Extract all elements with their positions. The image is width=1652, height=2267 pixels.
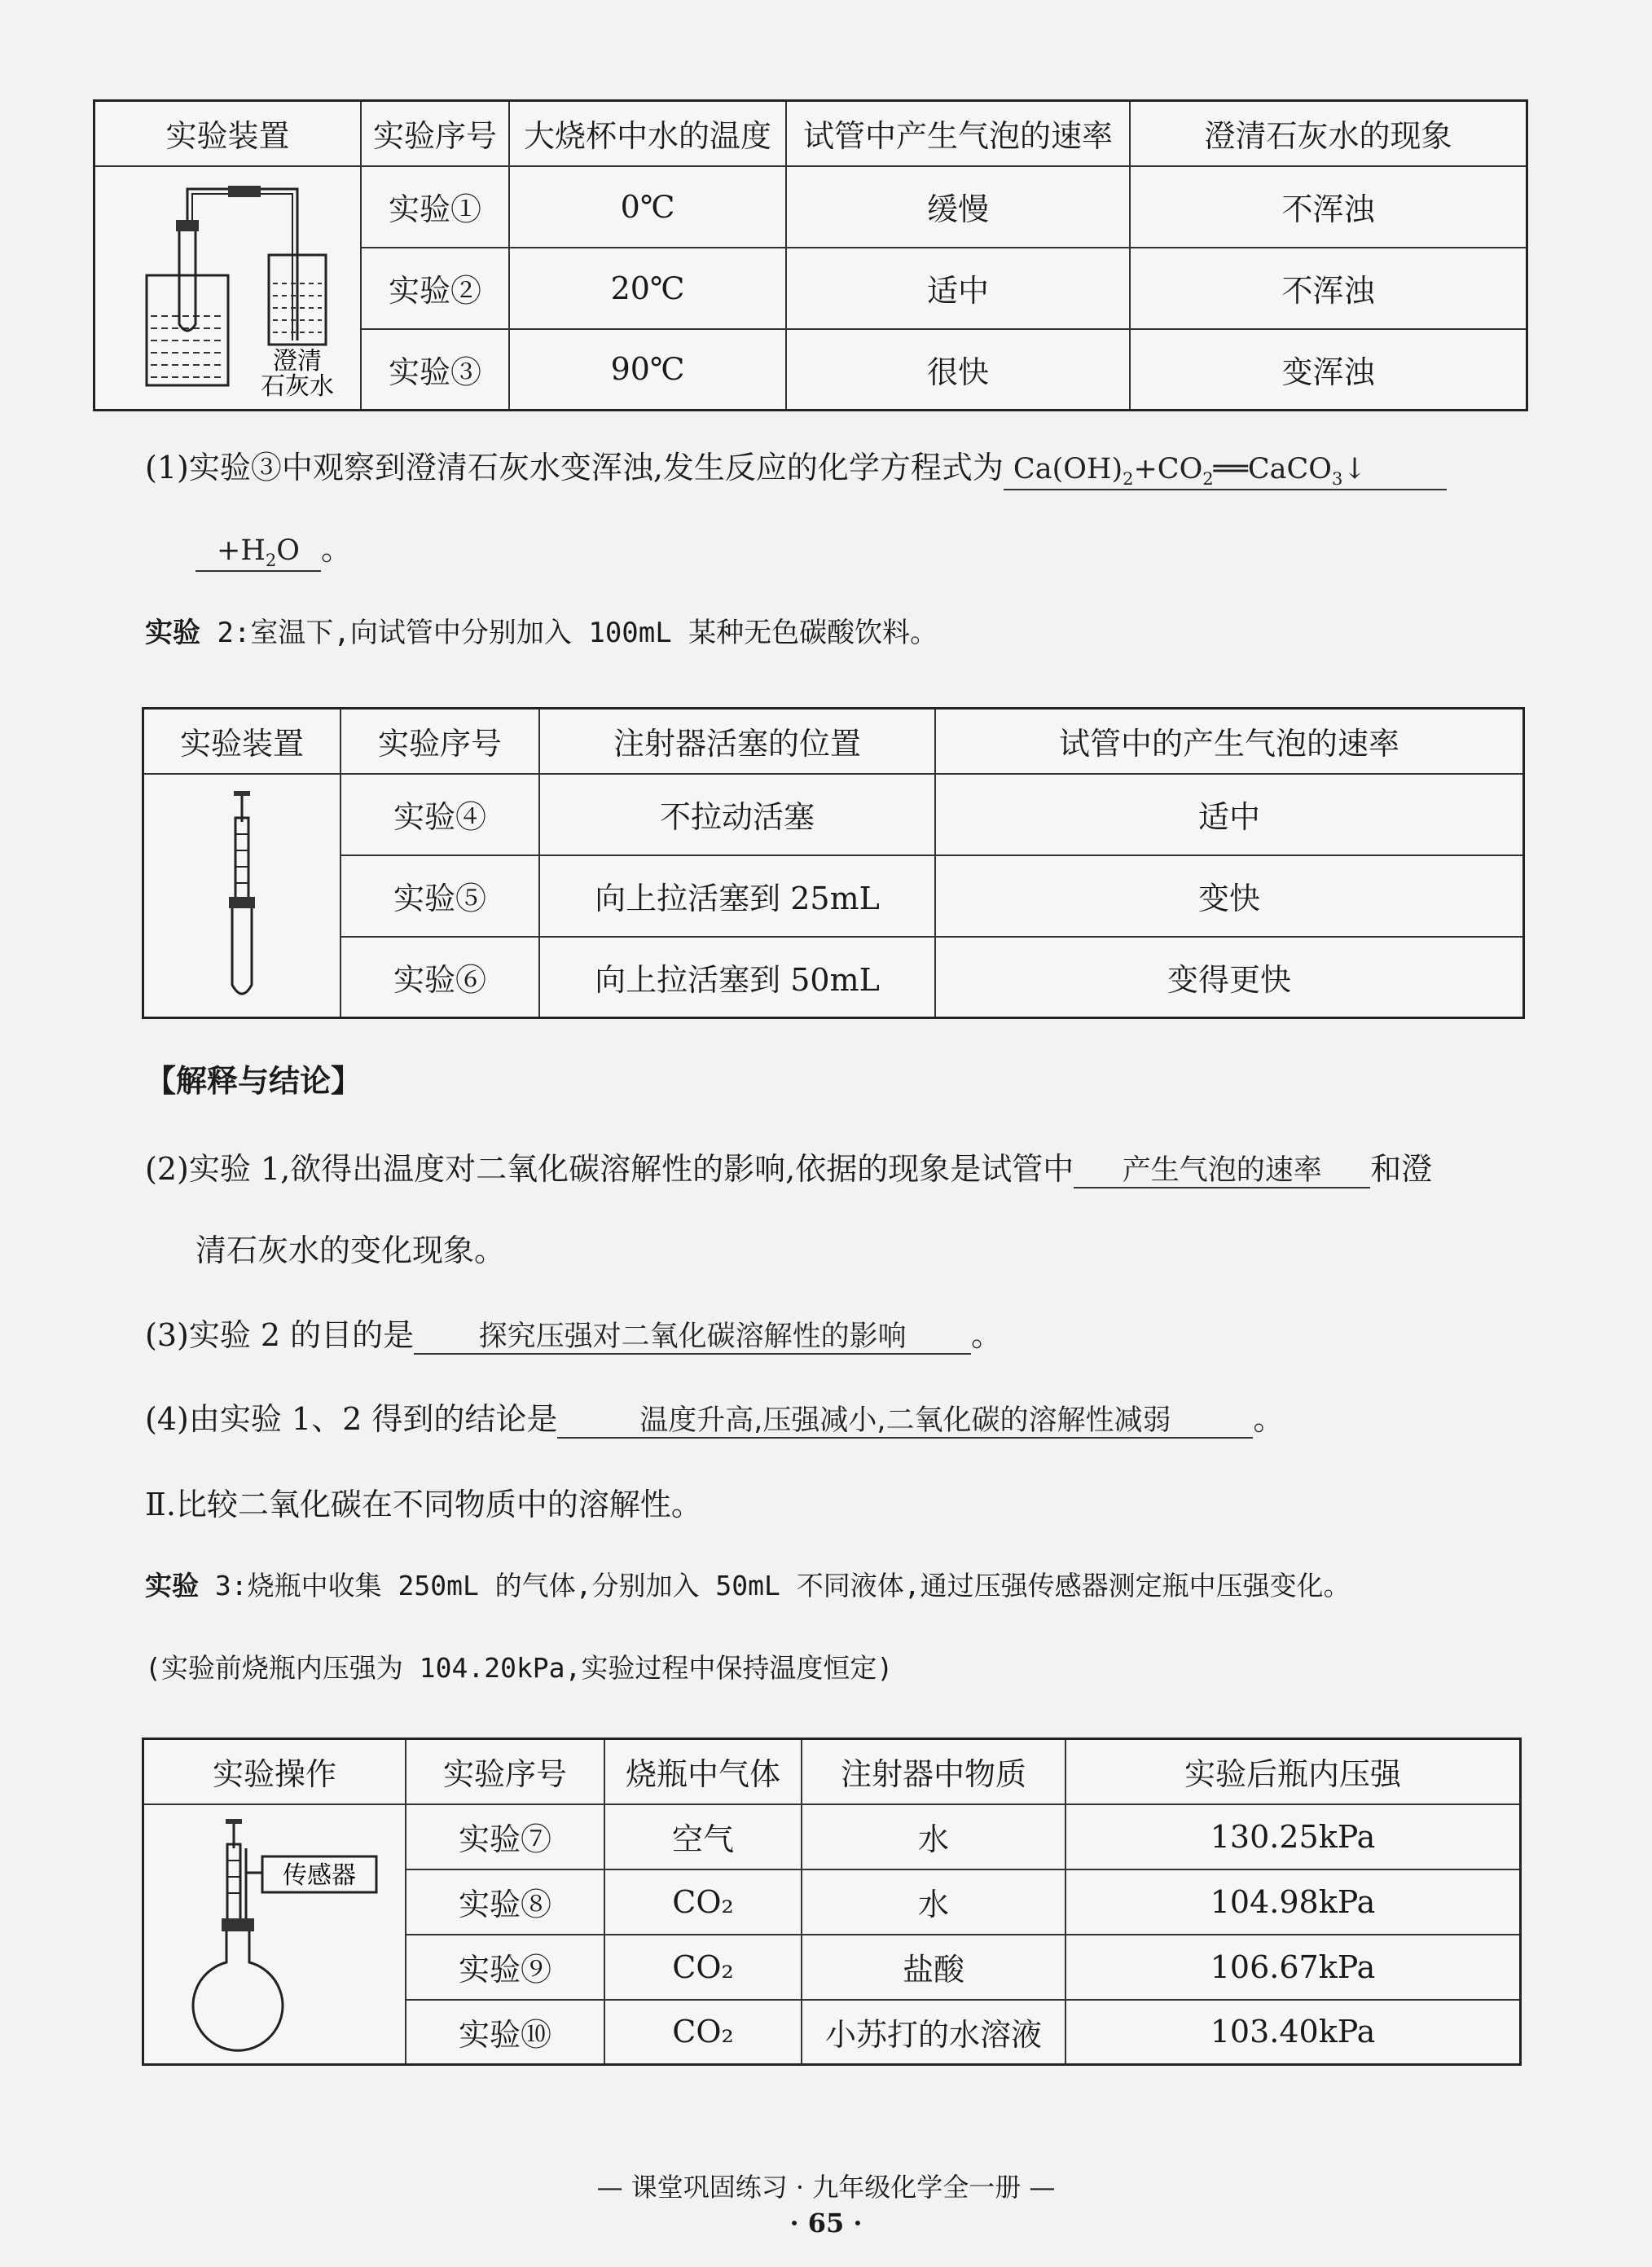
experiment-3-note: (实验前烧瓶内压强为 104.20kPa,实验过程中保持温度恒定)	[145, 1652, 894, 1684]
table-header-row	[143, 709, 1524, 774]
table-cell: 130.25kPa	[1065, 1804, 1521, 1869]
table-cell: 实验④	[341, 774, 539, 855]
table-cell: 小苏打的水溶液	[802, 2000, 1065, 2065]
table-cell: 实验⑤	[341, 855, 539, 937]
question-3: (3)实验 2 的目的是 探究压强对二氧化碳溶解性的影响 。	[145, 1317, 1002, 1355]
beaker-apparatus-icon	[122, 178, 334, 398]
syringe-tube-icon	[217, 789, 266, 1001]
table-cell: 向上拉活塞到 50mL	[539, 937, 935, 1018]
table-cell: 实验⑧	[406, 1869, 604, 1935]
answer-blank: 温度升高,压强减小,二氧化碳的溶解性减弱	[557, 1404, 1253, 1439]
experiment-2-desc: 实验 2:室温下,向试管中分别加入 100mL 某种无色碳酸饮料。	[145, 617, 938, 649]
apparatus-cell	[143, 774, 341, 1018]
table-cell: 不浑浊	[1130, 248, 1527, 329]
table-cell: 适中	[786, 248, 1130, 329]
sensor-label: 传感器	[283, 1861, 356, 1891]
conclusion-title: 【解释与结论】	[145, 1063, 362, 1099]
table-cell: 水	[802, 1869, 1065, 1935]
table-header: 实验装置	[143, 709, 341, 774]
table-header: 注射器中物质	[802, 1739, 1065, 1804]
table-cell: CO₂	[604, 1935, 802, 2000]
table-cell: 变浑浊	[1130, 329, 1527, 411]
section-2-title: Ⅱ.比较二氧化碳在不同物质中的溶解性。	[145, 1487, 702, 1522]
question-1	[145, 450, 1447, 490]
table-cell: 缓慢	[786, 166, 1130, 248]
table-header: 实验装置	[94, 101, 362, 166]
question-text: (1)实验③中观察到澄清石灰水变浑浊,发生反应的化学方程式为	[145, 450, 1004, 485]
table-cell: 0℃	[509, 166, 786, 248]
flask-sensor-icon	[165, 1816, 384, 2052]
table-cell: 不拉动活塞	[539, 774, 935, 855]
table-header: 澄清石灰水的现象	[1130, 101, 1527, 166]
table-cell: 实验⑨	[406, 1935, 604, 2000]
answer-blank: 产生气泡的速率	[1074, 1154, 1370, 1188]
table-cell: 向上拉活塞到 25mL	[539, 855, 935, 937]
table-row	[143, 774, 1524, 855]
table-cell: 实验⑥	[341, 937, 539, 1018]
table-cell: 103.40kPa	[1065, 2000, 1521, 2065]
table-header: 实验操作	[143, 1739, 406, 1804]
question-4: (4)由实验 1、2 得到的结论是 温度升高,压强减小,二氧化碳的溶解性减弱 。	[145, 1401, 1284, 1439]
apparatus-cell	[143, 1804, 406, 2065]
table-header-row	[94, 101, 1527, 166]
table-cell: 106.67kPa	[1065, 1935, 1521, 2000]
table-cell: 变快	[935, 855, 1524, 937]
table-header: 烧瓶中气体	[604, 1739, 802, 1804]
table-experiment-1	[93, 99, 1528, 411]
table-cell: 适中	[935, 774, 1524, 855]
table-row	[143, 1804, 1521, 1869]
table-cell: 20℃	[509, 248, 786, 329]
question-2-cont: 清石灰水的变化现象。	[196, 1232, 506, 1268]
table-header-row	[143, 1739, 1521, 1804]
table-cell: 变得更快	[935, 937, 1524, 1018]
table-cell: 实验⑦	[406, 1804, 604, 1869]
table-header: 大烧杯中水的温度	[509, 101, 786, 166]
table-cell: CO₂	[604, 2000, 802, 2065]
table-row	[94, 166, 1527, 248]
table-cell: 实验⑩	[406, 2000, 604, 2065]
table-cell: 实验①	[361, 166, 509, 248]
page-number: · 65 ·	[789, 2208, 863, 2238]
table-header: 实验序号	[406, 1739, 604, 1804]
apparatus-cell	[94, 166, 362, 411]
table-experiment-2	[142, 707, 1525, 1019]
answer-blank: $Ca(OH)_2+CO_2══CaCO_3↓$	[1004, 453, 1447, 490]
table-cell: 104.98kPa	[1065, 1869, 1521, 1935]
question-2: (2)实验 1,欲得出温度对二氧化碳溶解性的影响,依据的现象是试管中 产生气泡的速率 和澄	[145, 1151, 1432, 1188]
table-header: 试管中产生气泡的速率	[786, 101, 1130, 166]
apparatus-label: 澄清	[272, 347, 322, 376]
apparatus-label: 石灰水	[260, 372, 334, 398]
table-cell: 空气	[604, 1804, 802, 1869]
table-row	[143, 937, 1524, 1018]
table-cell: 水	[802, 1804, 1065, 1869]
experiment-3-desc: 实验 3:烧瓶中收集 250mL 的气体,分别加入 50mL 不同液体,通过压强传感器测定瓶中压强变化。	[145, 1570, 1351, 1601]
table-experiment-3	[142, 1738, 1522, 2066]
table-cell: 90℃	[509, 329, 786, 411]
table-cell: 实验③	[361, 329, 509, 411]
question-1-cont: $+H_2O$ 。	[196, 531, 352, 572]
table-cell: CO₂	[604, 1869, 802, 1935]
table-header: 实验序号	[361, 101, 509, 166]
table-cell: 盐酸	[802, 1935, 1065, 2000]
table-row	[143, 855, 1524, 937]
table-cell: 很快	[786, 329, 1130, 411]
table-header: 试管中的产生气泡的速率	[935, 709, 1524, 774]
table-cell: 实验②	[361, 248, 509, 329]
footer-title: — 课堂巩固练习 · 九年级化学全一册 —	[596, 2172, 1056, 2203]
answer-blank: $+H_2O$	[196, 534, 321, 572]
table-header: 实验后瓶内压强	[1065, 1739, 1521, 1804]
table-header: 注射器活塞的位置	[539, 709, 935, 774]
table-cell: 不浑浊	[1130, 166, 1527, 248]
table-header: 实验序号	[341, 709, 539, 774]
answer-blank: 探究压强对二氧化碳溶解性的影响	[414, 1320, 971, 1355]
